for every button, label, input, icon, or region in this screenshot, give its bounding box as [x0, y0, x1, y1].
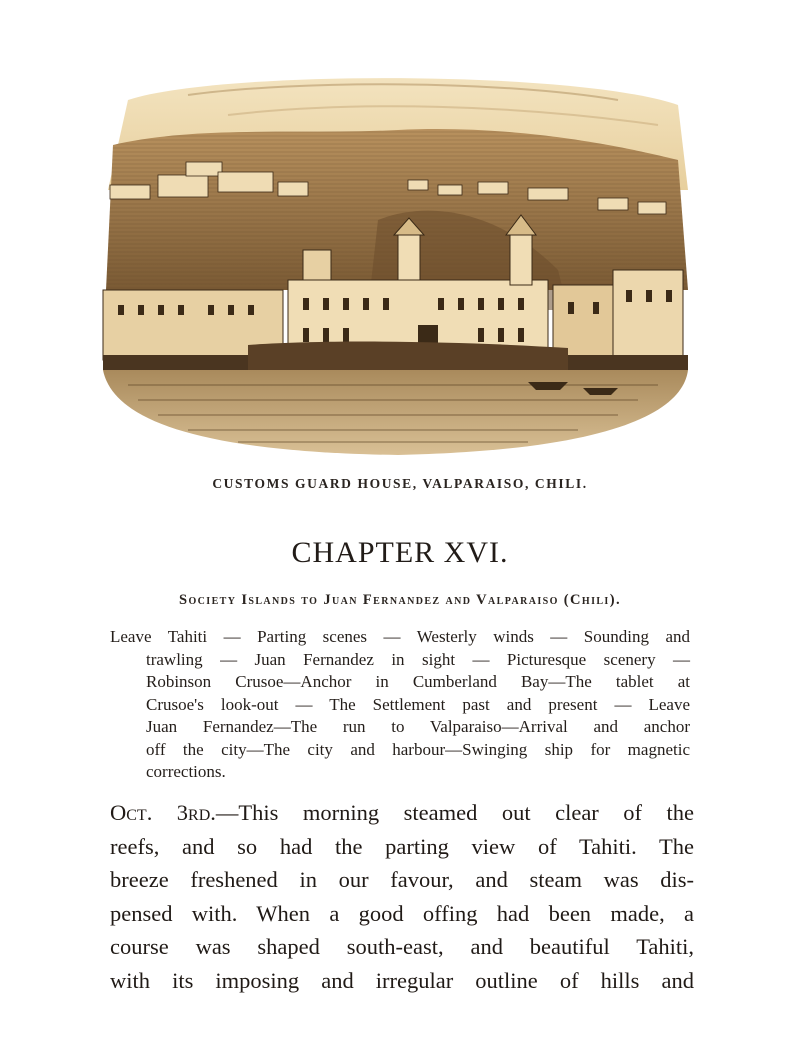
body-line: with its imposing and irregular outline of hills and [110, 967, 694, 993]
body-line-text: —This morning steamed out clear of the [215, 800, 695, 825]
body-line: pensed with. When a good offing had been made, a [110, 900, 694, 926]
synopsis-line: off the city—The city and harbour—Swinging ship for magnetic [146, 739, 690, 759]
engraving-harbour-town-icon [98, 70, 694, 460]
synopsis-line: Leave Tahiti — Parting scenes — Westerly winds — Sounding and [110, 627, 690, 646]
body-line: course was shaped south-east, and beautiful Tahiti, [110, 934, 694, 959]
body-paragraph [110, 796, 694, 997]
body-line: breeze freshened in our favour, and steam was dis- [110, 867, 694, 892]
harbour-engraving [98, 70, 694, 460]
chapter-title: CHAPTER XVI. [291, 536, 509, 569]
synopsis-line: Robinson Crusoe—Anchor in Cumberland Bay—The tablet at [146, 672, 690, 691]
synopsis-line: Juan Fernandez—The run to Valparaiso—Arrival and anchor [146, 717, 690, 736]
chapter-synopsis [110, 626, 690, 784]
illustration-caption: CUSTOMS GUARD HOUSE, VALPARAISO, CHILI. [212, 476, 588, 491]
chapter-subtitle: Society Islands to Juan Fernandez and Valparaiso (Chili). [179, 592, 621, 608]
body-line: reefs, and so had the parting view of Tahiti. The [110, 833, 694, 859]
synopsis-line: trawling — Juan Fernandez in sight — Picturesque scenery — [146, 649, 690, 669]
body-line [110, 796, 694, 830]
synopsis-line: Crusoe's look-out — The Settlement past and present — Leave [146, 694, 690, 714]
synopsis-line: corrections. [146, 762, 226, 781]
date-lead: Oct. 3rd. [110, 800, 216, 825]
